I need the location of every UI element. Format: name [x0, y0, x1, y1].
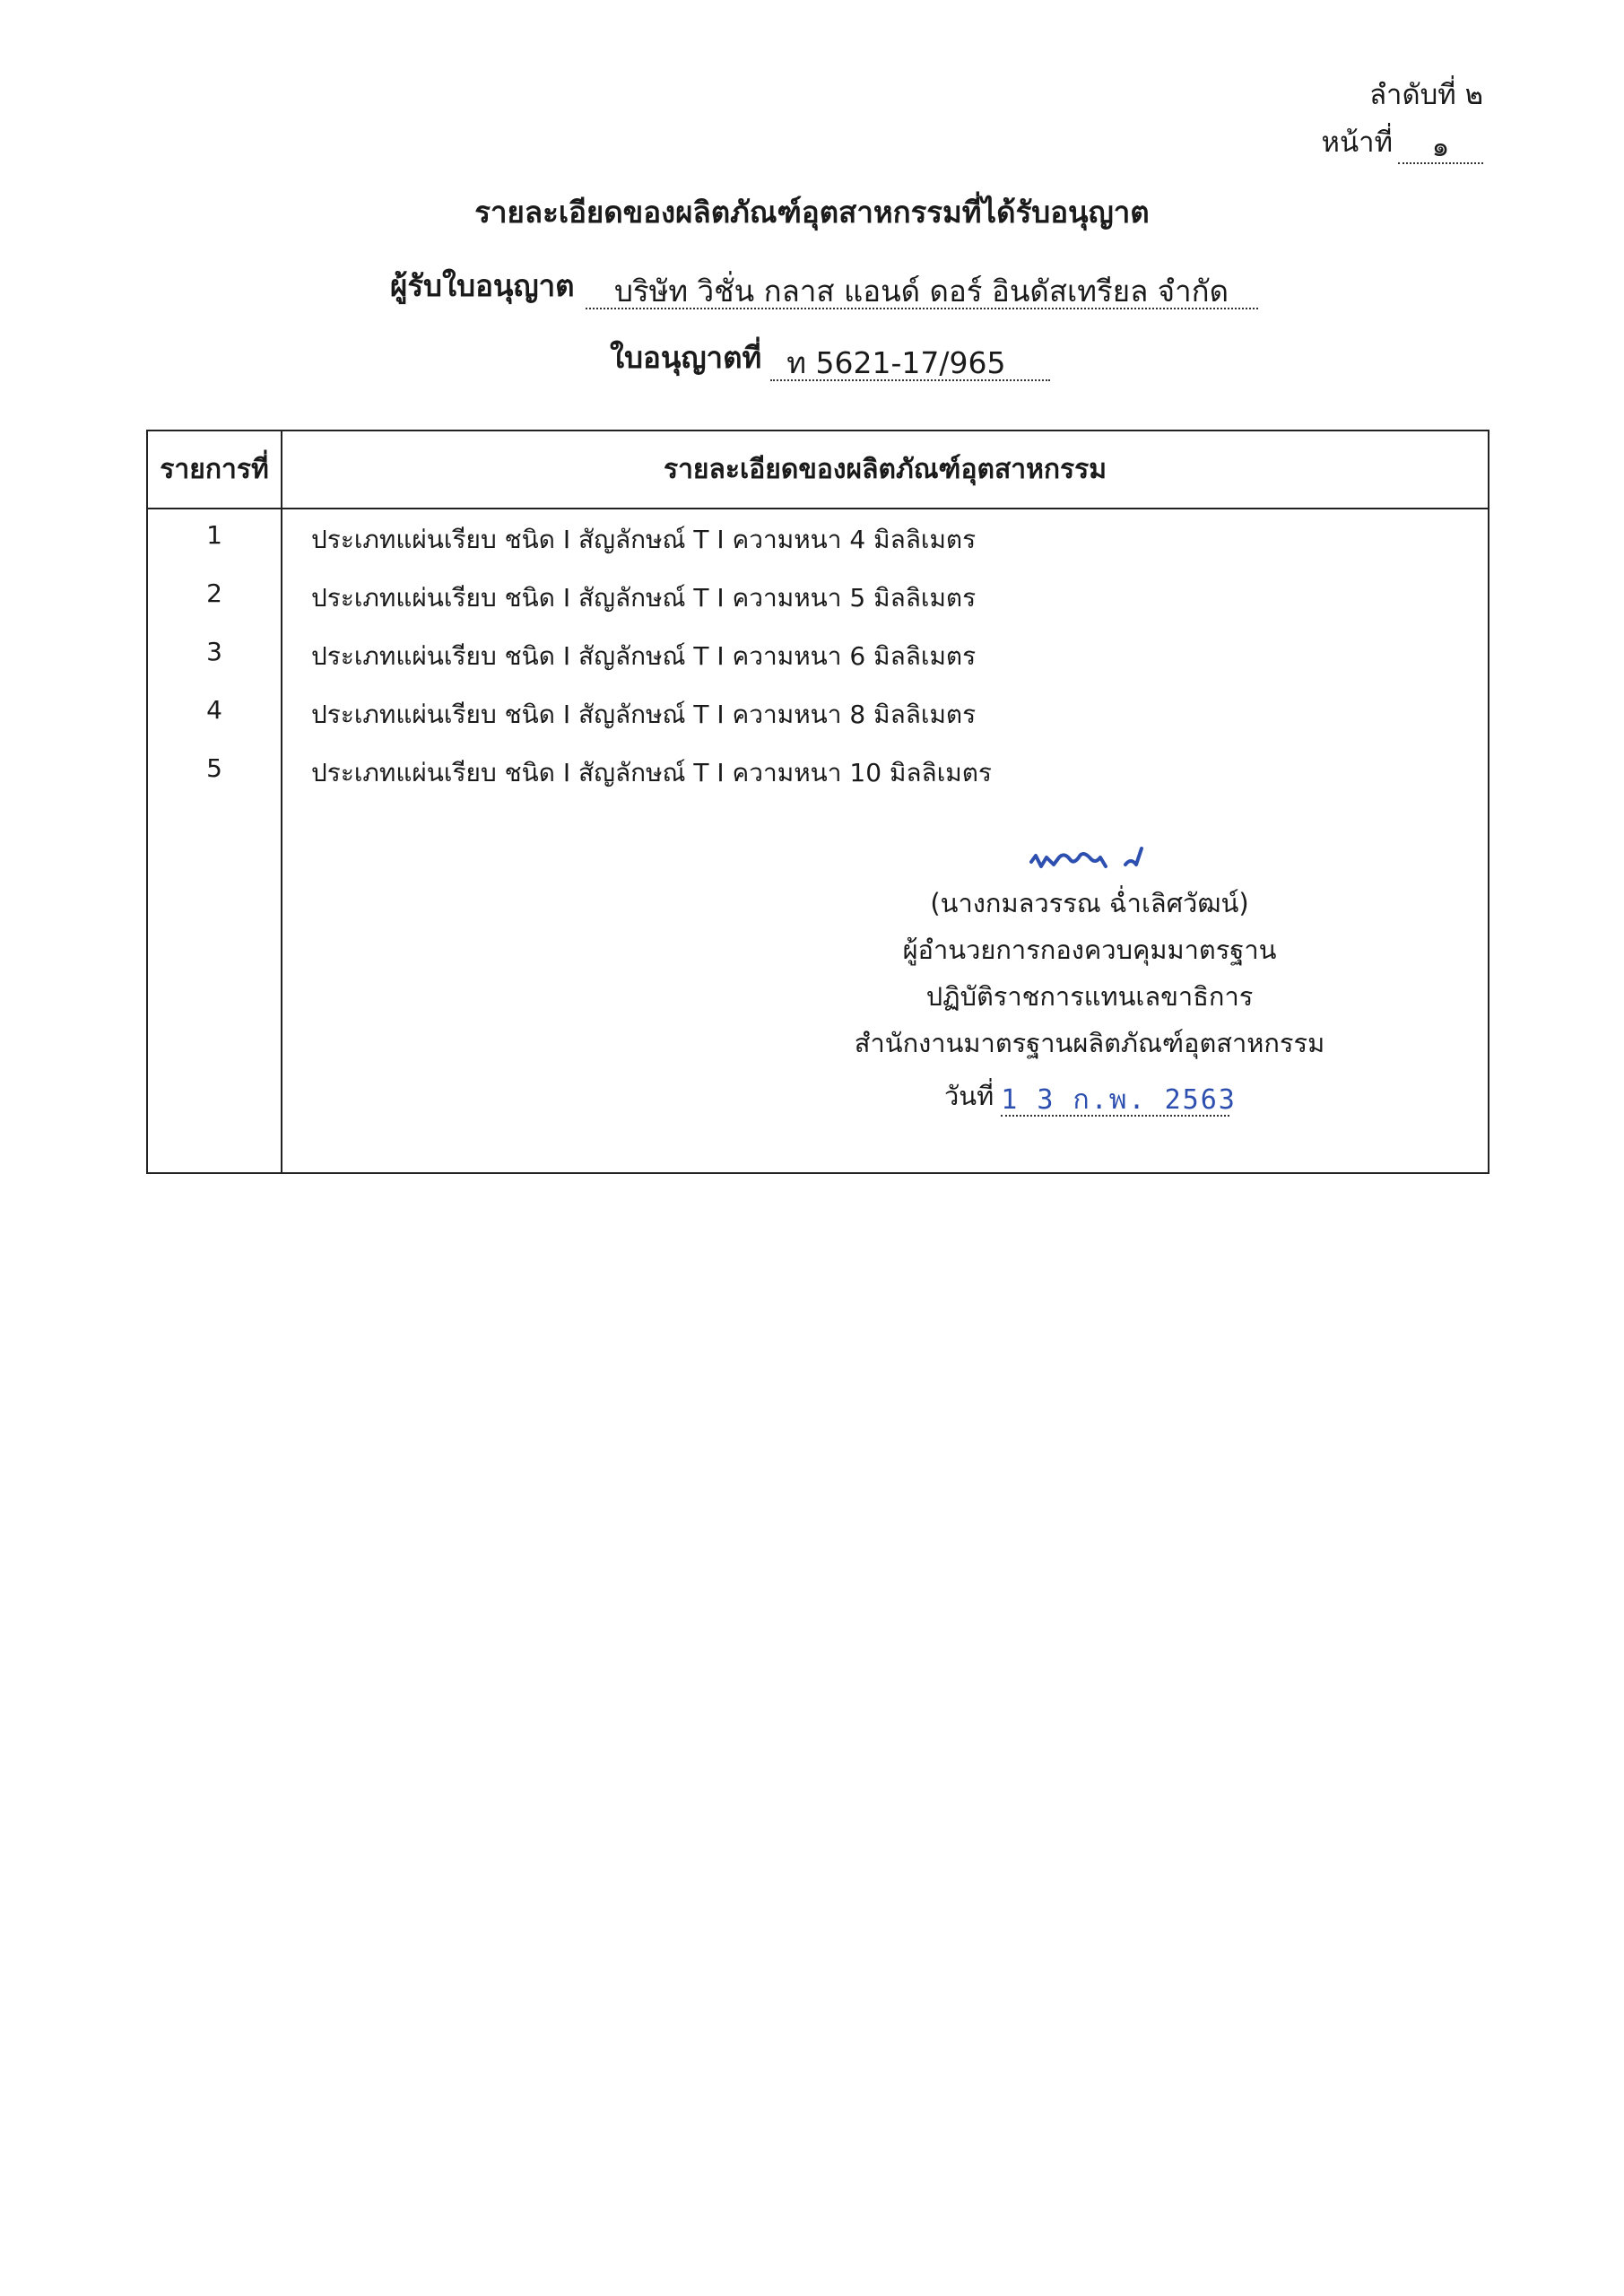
page-number-label: หน้าที่: [1321, 126, 1393, 159]
item-number: 2: [206, 578, 222, 608]
table-row: [148, 566, 1488, 624]
page-number: [1322, 119, 1483, 164]
handwritten-signature: [1027, 831, 1188, 880]
table-row: [148, 741, 1488, 799]
signer-position: ผู้อำนวยการกองควบคุมมาตรฐาน: [902, 935, 1277, 965]
licensee-line: [390, 262, 1258, 309]
item-description: ประเภทแผ่นเรียบ ชนิด I สัญลักษณ์ T I ความหนา 5 มิลลิเมตร: [311, 583, 977, 613]
table-row: [148, 624, 1488, 683]
table-row: [148, 508, 1488, 566]
license-number-label: ใบอนุญาตที่: [610, 340, 762, 375]
item-description: ประเภทแผ่นเรียบ ชนิด I สัญลักษณ์ T I ความหนา 10 มิลลิเมตร: [311, 758, 992, 787]
item-number: 3: [206, 637, 222, 666]
header-item-number: รายการที่: [160, 454, 269, 485]
date-stamp: 1 3 ก.พ. 2563: [1001, 1084, 1237, 1116]
table-header-row: [148, 431, 1488, 509]
date-label: วันที่: [944, 1081, 994, 1111]
license-number-line: [610, 334, 1050, 381]
signer-office: สำนักงานมาตรฐานผลิตภัณฑ์อุตสาหกรรม: [854, 1028, 1325, 1058]
signature-block: [838, 880, 1341, 1066]
item-description: ประเภทแผ่นเรียบ ชนิด I สัญลักษณ์ T I ความหนา 8 มิลลิเมตร: [311, 700, 977, 729]
license-number-value: ท 5621-17/965: [770, 347, 1050, 381]
item-description: ประเภทแผ่นเรียบ ชนิด I สัญลักษณ์ T I ความหนา 4 มิลลิเมตร: [311, 525, 977, 554]
date-line: [944, 1075, 1237, 1117]
header-product-details: รายละเอียดของผลิตภัณฑ์อุตสาหกรรม: [663, 454, 1107, 485]
item-number: 5: [206, 753, 222, 783]
item-description: ประเภทแผ่นเรียบ ชนิด I สัญลักษณ์ T I ความหนา 6 มิลลิเมตร: [311, 641, 977, 671]
item-number: 4: [206, 695, 222, 725]
page-number-value: ๑: [1398, 132, 1483, 164]
licensee-value: บริษัท วิชั่น กลาส แอนด์ ดอร์ อินดัสเทรียล จำกัด: [586, 275, 1258, 309]
document-title: รายละเอียดของผลิตภัณฑ์อุตสาหกรรมที่ได้รับอนุญาต: [474, 195, 1150, 230]
sequence-number: ลำดับที่ ๒: [1369, 79, 1483, 111]
table-row: [148, 683, 1488, 741]
item-number: 1: [206, 520, 222, 550]
licensee-label: ผู้รับใบอนุญาต: [390, 268, 575, 303]
signer-name: (นางกมลวรรณ ฉ่ำเลิศวัฒน์): [930, 888, 1249, 918]
signer-acting: ปฏิบัติราชการแทนเลขาธิการ: [925, 981, 1254, 1012]
product-details-table: [146, 430, 1489, 1174]
